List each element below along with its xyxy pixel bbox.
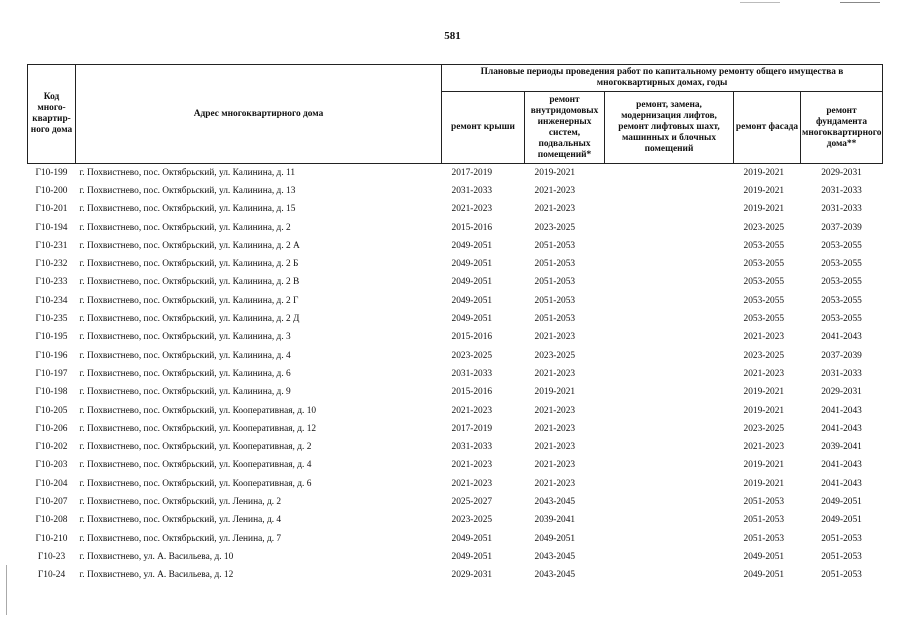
facade-period-cell: 2051-2053	[743, 515, 785, 526]
foundation-period-cell: 2051-2053	[821, 570, 862, 581]
facade-period-cell: 2021-2023	[743, 332, 785, 343]
header-elevators: ремонт, замена, модернизация лифтов, ремонт лифтовых шахт, машинных и блочных помещений	[605, 92, 734, 164]
table-row	[28, 384, 883, 402]
engineering-period-cell: 2043-2045	[534, 496, 576, 507]
roof-period-cell: 2023-2025	[451, 350, 493, 361]
address-cell: г. Похвистнево, ул. А. Васильева, д. 10	[79, 551, 234, 562]
elevator-period-cell	[605, 493, 734, 511]
foundation-period-cell: 2041-2043	[821, 405, 862, 416]
facade-period-cell: 2049-2051	[743, 551, 785, 562]
address-cell: г. Похвистнево, пос. Октябрьский, ул. Калинина, д. 2 В	[79, 277, 300, 288]
elevator-period-cell	[605, 237, 734, 255]
engineering-period-cell: 2021-2023	[534, 423, 576, 434]
address-cell: г. Похвистнево, пос. Октябрьский, ул. Кооперативная, д. 2	[79, 442, 312, 453]
foundation-period-cell: 2049-2051	[821, 496, 862, 507]
table-row	[28, 182, 883, 200]
elevator-period-cell	[605, 475, 734, 493]
header-code: Код много-квартир-ного дома	[28, 65, 76, 164]
table-row	[28, 512, 883, 530]
foundation-period-cell: 2041-2043	[821, 332, 862, 343]
code-cell: Г10-205	[35, 405, 68, 416]
address-cell: г. Похвистнево, пос. Октябрьский, ул. Кооперативная, д. 10	[79, 405, 317, 416]
roof-period-cell: 2031-2033	[451, 185, 493, 196]
elevator-period-cell	[605, 255, 734, 273]
facade-period-cell: 2051-2053	[743, 496, 785, 507]
foundation-period-cell: 2031-2033	[821, 368, 862, 379]
roof-period-cell: 2021-2023	[451, 478, 493, 489]
table-row	[28, 402, 883, 420]
code-cell: Г10-204	[35, 478, 68, 489]
repair-schedule-table	[27, 64, 883, 585]
foundation-period-cell: 2039-2041	[821, 442, 862, 453]
table-row	[28, 365, 883, 383]
facade-period-cell: 2053-2055	[743, 277, 785, 288]
elevator-period-cell	[605, 347, 734, 365]
code-cell: Г10-195	[35, 332, 68, 343]
code-cell: Г10-207	[35, 496, 68, 507]
code-cell: Г10-232	[35, 259, 68, 270]
page-number: 581	[444, 30, 461, 42]
code-cell: Г10-210	[35, 533, 68, 544]
engineering-period-cell: 2051-2053	[534, 314, 576, 325]
table-row	[28, 548, 883, 566]
elevator-period-cell	[605, 402, 734, 420]
table-row	[28, 219, 883, 237]
engineering-period-cell: 2021-2023	[534, 185, 576, 196]
facade-period-cell: 2019-2021	[743, 185, 785, 196]
engineering-period-cell: 2021-2023	[534, 442, 576, 453]
roof-period-cell: 2025-2027	[451, 496, 493, 507]
table-row	[28, 164, 883, 183]
foundation-period-cell: 2029-2031	[821, 387, 862, 398]
table-row	[28, 493, 883, 511]
facade-period-cell: 2019-2021	[743, 478, 785, 489]
code-cell: Г10-24	[37, 570, 66, 581]
elevator-period-cell	[605, 164, 734, 183]
elevator-period-cell	[605, 310, 734, 328]
header-engineering: ремонт внутридомовых инженерных систем, подвальных помещений*	[525, 92, 605, 164]
foundation-period-cell: 2031-2033	[821, 185, 862, 196]
engineering-period-cell: 2021-2023	[534, 460, 576, 471]
code-cell: Г10-233	[35, 277, 68, 288]
code-cell: Г10-208	[35, 515, 68, 526]
roof-period-cell: 2049-2051	[451, 240, 493, 251]
address-cell: г. Похвистнево, пос. Октябрьский, ул. Калинина, д. 2 Г	[79, 295, 299, 306]
foundation-period-cell: 2051-2053	[821, 551, 862, 562]
engineering-period-cell: 2019-2021	[534, 387, 576, 398]
elevator-period-cell	[605, 420, 734, 438]
elevator-period-cell	[605, 438, 734, 456]
scan-mark-top-right	[840, 2, 880, 3]
elevator-period-cell	[605, 457, 734, 475]
engineering-period-cell: 2021-2023	[534, 204, 576, 215]
code-cell: Г10-234	[35, 295, 68, 306]
foundation-period-cell: 2053-2055	[821, 259, 862, 270]
engineering-period-cell: 2051-2053	[534, 259, 576, 270]
roof-period-cell: 2031-2033	[451, 442, 493, 453]
facade-period-cell: 2023-2025	[743, 423, 785, 434]
engineering-period-cell: 2021-2023	[534, 405, 576, 416]
address-cell: г. Похвистнево, пос. Октябрьский, ул. Калинина, д. 6	[79, 368, 291, 379]
foundation-period-cell: 2029-2031	[821, 167, 862, 178]
table-row	[28, 347, 883, 365]
foundation-period-cell: 2037-2039	[821, 222, 862, 233]
code-cell: Г10-231	[35, 240, 68, 251]
engineering-period-cell: 2023-2025	[534, 222, 576, 233]
foundation-period-cell: 2053-2055	[821, 240, 862, 251]
elevator-period-cell	[605, 201, 734, 219]
address-cell: г. Похвистнево, пос. Октябрьский, ул. Ленина, д. 7	[79, 533, 282, 544]
foundation-period-cell: 2053-2055	[821, 277, 862, 288]
foundation-period-cell: 2037-2039	[821, 350, 862, 361]
roof-period-cell: 2049-2051	[451, 533, 493, 544]
address-cell: г. Похвистнево, пос. Октябрьский, ул. Калинина, д. 4	[79, 350, 291, 361]
elevator-period-cell	[605, 274, 734, 292]
header-address: Адрес многоквартирного дома	[76, 65, 442, 164]
engineering-period-cell: 2051-2053	[534, 295, 576, 306]
code-cell: Г10-201	[35, 204, 68, 215]
facade-period-cell: 2051-2053	[743, 533, 785, 544]
engineering-period-cell: 2021-2023	[534, 478, 576, 489]
table-row	[28, 530, 883, 548]
address-cell: г. Похвистнево, пос. Октябрьский, ул. Ленина, д. 2	[79, 496, 282, 507]
roof-period-cell: 2049-2051	[451, 314, 493, 325]
foundation-period-cell: 2041-2043	[821, 423, 862, 434]
code-cell: Г10-199	[35, 167, 68, 178]
facade-period-cell: 2053-2055	[743, 295, 785, 306]
code-cell: Г10-235	[35, 314, 68, 325]
table-row	[28, 475, 883, 493]
facade-period-cell: 2053-2055	[743, 240, 785, 251]
table-row	[28, 457, 883, 475]
roof-period-cell: 2023-2025	[451, 515, 493, 526]
facade-period-cell: 2021-2023	[743, 368, 785, 379]
roof-period-cell: 2017-2019	[451, 423, 493, 434]
elevator-period-cell	[605, 219, 734, 237]
header-periods-group: Плановые периоды проведения работ по капитальному ремонту общего имущества в многоквартирных домах, годы	[442, 65, 883, 92]
facade-period-cell: 2019-2021	[743, 204, 785, 215]
address-cell: г. Похвистнево, пос. Октябрьский, ул. Ленина, д. 4	[79, 515, 282, 526]
table-row	[28, 420, 883, 438]
elevator-period-cell	[605, 567, 734, 585]
foundation-period-cell: 2049-2051	[821, 515, 862, 526]
code-cell: Г10-197	[35, 368, 68, 379]
code-cell: Г10-23	[37, 551, 66, 562]
address-cell: г. Похвистнево, пос. Октябрьский, ул. Калинина, д. 2	[79, 222, 291, 233]
table-row	[28, 438, 883, 456]
elevator-period-cell	[605, 530, 734, 548]
address-cell: г. Похвистнево, пос. Октябрьский, ул. Калинина, д. 9	[79, 387, 291, 398]
foundation-period-cell: 2053-2055	[821, 314, 862, 325]
facade-period-cell: 2053-2055	[743, 259, 785, 270]
address-cell: г. Похвистнево, пос. Октябрьский, ул. Калинина, д. 13	[79, 185, 296, 196]
roof-period-cell: 2021-2023	[451, 204, 493, 215]
engineering-period-cell: 2021-2023	[534, 332, 576, 343]
elevator-period-cell	[605, 182, 734, 200]
header-foundation: ремонт фундамента многоквартирного дома**	[801, 92, 883, 164]
code-cell: Г10-203	[35, 460, 68, 471]
code-cell: Г10-200	[35, 185, 68, 196]
elevator-period-cell	[605, 329, 734, 347]
table-row	[28, 255, 883, 273]
foundation-period-cell: 2041-2043	[821, 460, 862, 471]
elevator-period-cell	[605, 548, 734, 566]
roof-period-cell: 2031-2033	[451, 368, 493, 379]
address-cell: г. Похвистнево, пос. Октябрьский, ул. Калинина, д. 3	[79, 332, 291, 343]
roof-period-cell: 2015-2016	[451, 332, 493, 343]
code-cell: Г10-194	[35, 222, 68, 233]
table-row	[28, 201, 883, 219]
roof-period-cell: 2049-2051	[451, 551, 493, 562]
table-row	[28, 274, 883, 292]
address-cell: г. Похвистнево, пос. Октябрьский, ул. Кооперативная, д. 4	[79, 460, 312, 471]
foundation-period-cell: 2041-2043	[821, 478, 862, 489]
header-roof: ремонт крыши	[442, 92, 525, 164]
address-cell: г. Похвистнево, пос. Октябрьский, ул. Кооперативная, д. 12	[79, 423, 317, 434]
table-row	[28, 237, 883, 255]
roof-period-cell: 2021-2023	[451, 405, 493, 416]
facade-period-cell: 2023-2025	[743, 350, 785, 361]
engineering-period-cell: 2051-2053	[534, 240, 576, 251]
scan-edge-left	[6, 565, 7, 615]
elevator-period-cell	[605, 512, 734, 530]
roof-period-cell: 2017-2019	[451, 167, 493, 178]
facade-period-cell: 2019-2021	[743, 460, 785, 471]
table-row	[28, 310, 883, 328]
scan-mark-top-right-2	[740, 2, 780, 3]
facade-period-cell: 2023-2025	[743, 222, 785, 233]
table-row	[28, 329, 883, 347]
engineering-period-cell: 2019-2021	[534, 167, 576, 178]
elevator-period-cell	[605, 292, 734, 310]
facade-period-cell: 2049-2051	[743, 570, 785, 581]
engineering-period-cell: 2039-2041	[534, 515, 576, 526]
engineering-period-cell: 2051-2053	[534, 277, 576, 288]
roof-period-cell: 2021-2023	[451, 460, 493, 471]
engineering-period-cell: 2043-2045	[534, 551, 576, 562]
header-facade: ремонт фасада	[734, 92, 801, 164]
roof-period-cell: 2049-2051	[451, 277, 493, 288]
facade-period-cell: 2019-2021	[743, 387, 785, 398]
code-cell: Г10-196	[35, 350, 68, 361]
engineering-period-cell: 2023-2025	[534, 350, 576, 361]
address-cell: г. Похвистнево, пос. Октябрьский, ул. Калинина, д. 2 А	[79, 240, 300, 251]
table-body	[28, 164, 883, 585]
table-row	[28, 567, 883, 585]
roof-period-cell: 2029-2031	[451, 570, 493, 581]
address-cell: г. Похвистнево, ул. А. Васильева, д. 12	[79, 570, 234, 581]
code-cell: Г10-198	[35, 387, 68, 398]
facade-period-cell: 2019-2021	[743, 405, 785, 416]
roof-period-cell: 2049-2051	[451, 259, 493, 270]
foundation-period-cell: 2031-2033	[821, 204, 862, 215]
elevator-period-cell	[605, 384, 734, 402]
foundation-period-cell: 2053-2055	[821, 295, 862, 306]
engineering-period-cell: 2043-2045	[534, 570, 576, 581]
roof-period-cell: 2015-2016	[451, 387, 493, 398]
address-cell: г. Похвистнево, пос. Октябрьский, ул. Калинина, д. 11	[79, 167, 296, 178]
table-row	[28, 292, 883, 310]
facade-period-cell: 2021-2023	[743, 442, 785, 453]
engineering-period-cell: 2049-2051	[534, 533, 576, 544]
address-cell: г. Похвистнево, пос. Октябрьский, ул. Калинина, д. 2 Д	[79, 314, 300, 325]
facade-period-cell: 2019-2021	[743, 167, 785, 178]
address-cell: г. Похвистнево, пос. Октябрьский, ул. Калинина, д. 2 Б	[79, 259, 299, 270]
code-cell: Г10-206	[35, 423, 68, 434]
roof-period-cell: 2015-2016	[451, 222, 493, 233]
elevator-period-cell	[605, 365, 734, 383]
engineering-period-cell: 2021-2023	[534, 368, 576, 379]
foundation-period-cell: 2051-2053	[821, 533, 862, 544]
address-cell: г. Похвистнево, пос. Октябрьский, ул. Кооперативная, д. 6	[79, 478, 312, 489]
code-cell: Г10-202	[35, 442, 68, 453]
facade-period-cell: 2053-2055	[743, 314, 785, 325]
address-cell: г. Похвистнево, пос. Октябрьский, ул. Калинина, д. 15	[79, 204, 296, 215]
roof-period-cell: 2049-2051	[451, 295, 493, 306]
